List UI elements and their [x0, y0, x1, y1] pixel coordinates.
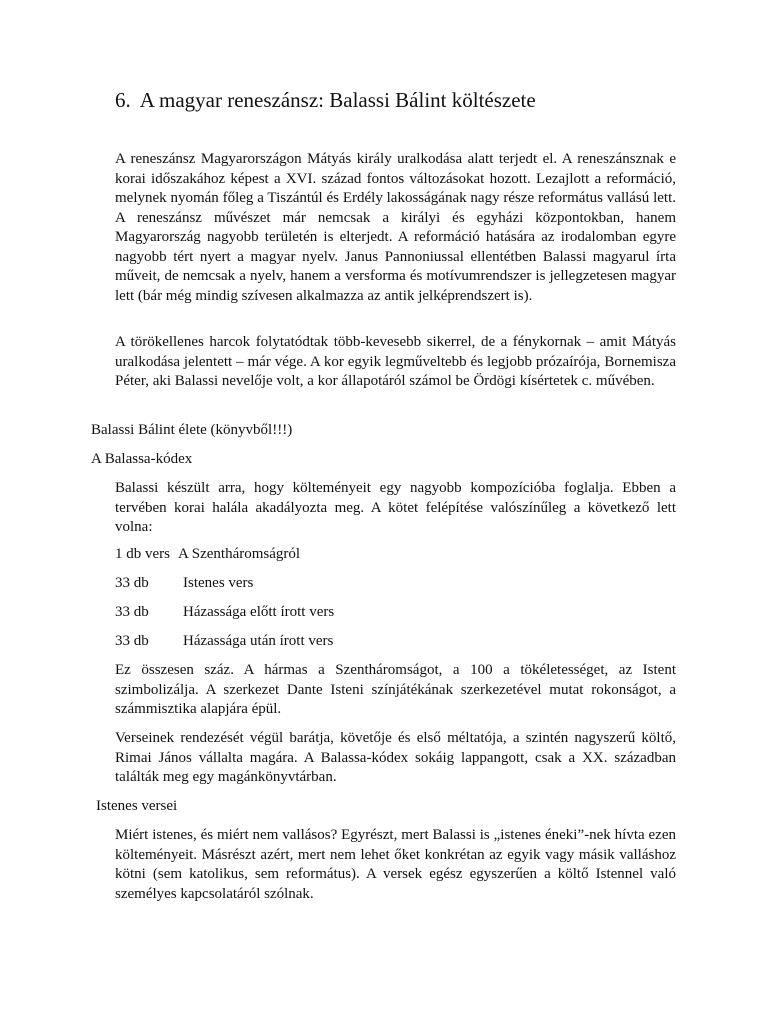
- paragraph-codex-plan: Balassi készült arra, hogy költeményeit egy nagyobb kompozícióba foglalja. Ebben a tervében korai halála akadályozta meg. A kötet felépítése valószínűleg a következő lett volna:: [115, 480, 676, 535]
- list-item: [115, 632, 333, 652]
- list-item: [115, 603, 334, 623]
- label-religious-poems: Istenes versei: [96, 798, 178, 814]
- list-item-desc: Házassága előtt írott vers: [183, 604, 335, 620]
- list-item-qty: 1 db vers: [115, 546, 170, 562]
- list-item-desc: A Szentháromságról: [178, 546, 301, 562]
- list-item-qty: 33 db: [115, 633, 149, 649]
- paragraph-rimai: Verseinek rendezését végül barátja, követője és első méltatója, a szintén nagyszerű költő, Rimai János vállalta magára. A Balassa-kódex sokáig lappangott, csak a XX. században találták meg egy magánkönyvtárban.: [115, 730, 676, 785]
- section-heading: [115, 86, 536, 114]
- paragraph-structure: Ez összesen száz. A hármas a Szentháromságot, a 100 a tökéletességet, az Istent szimbolizálja. A szerkezet Dante Isteni színjátékának szerkezetével mutat rokonságot, a számmisztika alapjára épül.: [115, 662, 676, 717]
- list-item-desc: Istenes vers: [183, 575, 254, 591]
- paragraph-religious-poems: Miért istenes, és miért nem vallásos? Egyrészt, mert Balassi is „istenes éneki”-nek hívta ezen költeményeit. Másrészt azért, mert nem lehet őket konkrétan az egyik vagy másik valláshoz kötni (sem katolikus, sem református). A versek egész egyszerűen a költő Istennel való személyes kapcsolatáról szólnak.: [115, 827, 676, 902]
- list-item: [115, 545, 300, 565]
- list-item-desc: Házassága után írott vers: [183, 633, 334, 649]
- paragraph-renaissance-intro: A reneszánsz Magyarországon Mátyás király uralkodása alatt terjedt el. A reneszánsznak e korai időszakához képest a XVI. század fontos változásokat hozott. Lezajlott a reformáció, melynek nyomán főleg a Tiszántúl és Erdély lakosságának nagy része református vallású lett. A reneszánsz művészet már nemcsak a királyi és egyházi központokban, hanem Magyarország nagyobb területén is elterjedt. A reformáció hatására az irodalomban egyre nagyobb tért nyert a magyar nyelv. Janus Pannoniussal ellentétben Balassi magyarul írta műveit, de nemcsak a nyelv, hanem a versforma és motívumrendszer is jellegzetesen magyar lett (bár még mindig szívesen alkalmazza az antik jelképrendszert is).: [115, 151, 676, 304]
- section-title: A magyar reneszánsz: Balassi Bálint költészete: [139, 88, 536, 112]
- paragraph-turkish-wars: A törökellenes harcok folytatódtak több-kevesebb sikerrel, de a fénykornak – amit Mátyás uralkodása jelentett – már vége. A kor egyik legműveltebb és legjobb prózaírója, Bornemisza Péter, aki Balassi nevelője volt, a kor állapotáról számol be Ördögi kísértetek c. művében.: [115, 334, 676, 389]
- section-number: 6.: [115, 88, 131, 112]
- list-item: [115, 574, 253, 594]
- label-balassa-codex: A Balassa-kódex: [91, 451, 193, 467]
- list-item-qty: 33 db: [115, 604, 149, 620]
- label-balassi-life: Balassi Bálint élete (könyvből!!!): [91, 422, 293, 438]
- list-item-qty: 33 db: [115, 575, 149, 591]
